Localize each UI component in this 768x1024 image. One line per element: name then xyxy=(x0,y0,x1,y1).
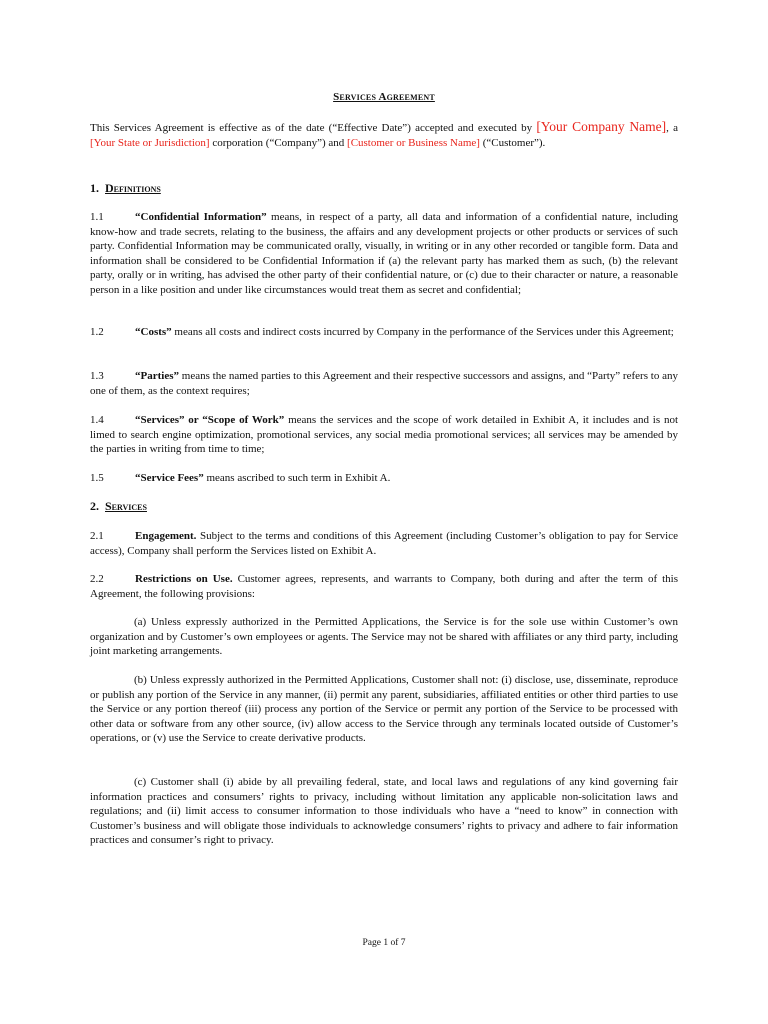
clause-text: Customer agrees, represents, and warrants to Company, both during and after the term of this Agreement, the following provisions: xyxy=(90,573,678,600)
clause-number: 1.3 xyxy=(90,370,104,382)
clause-number: 1.5 xyxy=(90,472,104,484)
clause-text: means all costs and indirect costs incurred by Company in the performance of the Services under this Agreement; xyxy=(171,326,674,338)
section-name: Definitions xyxy=(105,181,161,195)
company-name-placeholder: [Your Company Name] xyxy=(536,119,667,134)
clause-1-4 xyxy=(90,413,678,457)
intro-text-2: , a xyxy=(666,122,679,134)
clause-text: means ascribed to such term in Exhibit A. xyxy=(203,472,391,484)
clause-2-2 xyxy=(90,572,678,601)
clause-number: 1.4 xyxy=(90,414,104,426)
section-number: 1. xyxy=(90,181,99,195)
intro-text-3: corporation (“Company”) and xyxy=(209,136,348,149)
intro-text-1: This Services Agreement is effective as of the date (“Effective Date”) accepted and executed by xyxy=(90,122,537,134)
defined-term: “Confidential Information” xyxy=(135,211,267,223)
section-name: Services xyxy=(105,499,147,513)
clause-heading: Restrictions on Use. xyxy=(135,573,233,585)
clause-1-2 xyxy=(90,325,678,340)
clause-1-5 xyxy=(90,471,678,486)
clause-text: means the services and the scope of work detailed in Exhibit A, it includes and is not limed to search engine optimization, promotional services, any social media promotional services; all services may be amended by the parties in writing from time to time; xyxy=(90,414,678,455)
state-placeholder: [Your State or Jurisdiction] xyxy=(90,136,210,149)
section-number: 2. xyxy=(90,499,99,513)
clause-number: 2.2 xyxy=(90,573,104,585)
section-heading-services xyxy=(90,499,147,514)
customer-placeholder: [Customer or Business Name] xyxy=(347,136,480,149)
section-heading-definitions xyxy=(90,181,161,196)
clause-text: means the named parties to this Agreement and their respective successors and assigns, and “Party” refers to any one of them, as the context requires; xyxy=(90,370,678,397)
defined-term: “Services” or “Scope of Work” xyxy=(135,414,285,426)
defined-term: “Parties” xyxy=(135,370,179,382)
clause-number: 1.1 xyxy=(90,211,104,223)
document-title: Services Agreement xyxy=(333,91,435,103)
clause-text: Subject to the terms and conditions of this Agreement (including Customer’s obligation to pay for Service access), Company shall perform the Services listed on Exhibit A. xyxy=(90,530,678,557)
clause-1-3 xyxy=(90,369,678,398)
defined-term: “Costs” xyxy=(135,326,172,338)
clause-heading: Engagement. xyxy=(135,530,197,542)
clause-number: 1.2 xyxy=(90,326,104,338)
subclause-a: (a) Unless expressly authorized in the Permitted Applications, the Service is for the sole use within Customer’s own organization and by Customer’s own employees or agents. The Service may not be shared with affiliates or any third party, including joint marketing arrangements. xyxy=(90,616,678,657)
intro-text-4: (“Customer”). xyxy=(479,136,546,149)
defined-term: “Service Fees” xyxy=(135,472,204,484)
subclause-c: (c) Customer shall (i) abide by all prevailing federal, state, and local laws and regulations of any kind governing fair information practices and consumers’ rights to privacy, including without limitation any applicable non-solicitation laws and regulations; and (ii) limit access to consumer information to those individuals who have a “need to know” in connection with Customer’s business and will obligate those individuals to acknowledge consumers’ rights to privacy and adhere to fair information practices and consumer’s right to privacy. xyxy=(90,776,678,846)
intro-paragraph xyxy=(90,120,678,150)
subclause-b: (b) Unless expressly authorized in the Permitted Applications, Customer shall not: (i) disclose, use, disseminate, reproduce or publish any portion of the Service in any manner, (ii) permit any parent, subsidiaries, affiliated entities or other third parties to use the Service or any portion thereof (iii) process any portion of the Service or permit any portion of the Service to be processed with other data or software from any other source, (iv) allow access to the Service through any terminals located outside of Customer’s operations, or (v) use the Service to create derivative products. xyxy=(90,674,678,744)
clause-1-1 xyxy=(90,210,678,297)
clause-text: means, in respect of a party, all data and information of a confidential nature, including know-how and trade secrets, relating to the business, the affairs and any development projects or other products or services of such party. Confidential Information may be communicated orally, visually, in writing or in any other recorded or tangible form. Data and information shall be considered to be Confidential Information if (a) the relevant party has marked them as such, (b) the relevant party, orally or in writing, has advised the other party of their confidential nature, or (c) due to their character or nature, a reasonable person in a like position and under like circumstances would treat them as secret and confidential; xyxy=(90,211,679,296)
page-number: Page 1 of 7 xyxy=(362,938,406,948)
clause-number: 2.1 xyxy=(90,530,104,542)
clause-2-1 xyxy=(90,529,678,558)
